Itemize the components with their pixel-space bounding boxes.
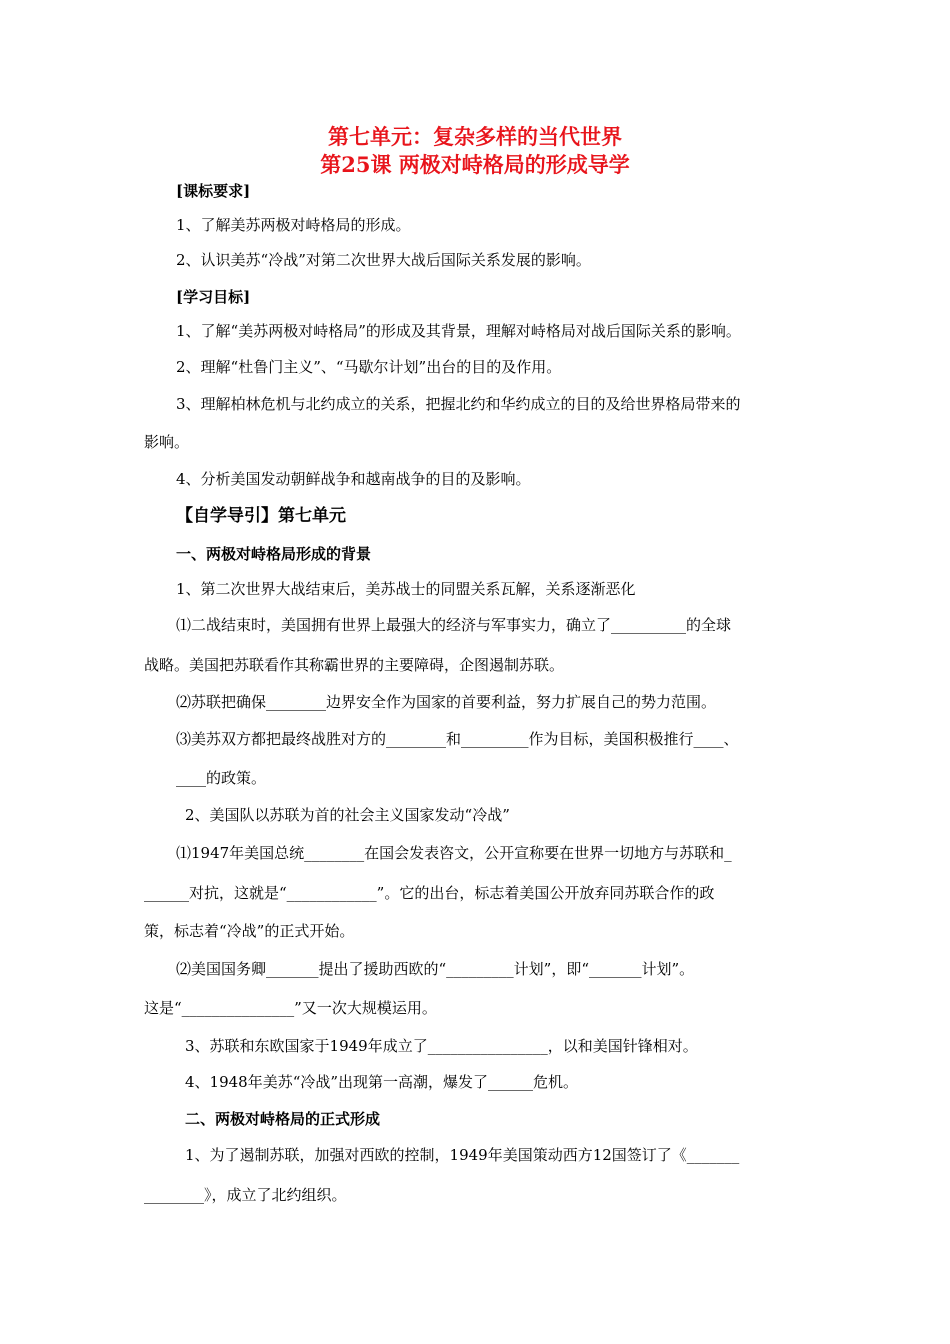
text-line: 4、1948年美苏“冷战”出现第一高潮，爆发了______危机。 [185, 1073, 579, 1091]
text-line: ⑵美国国务卿_______提出了援助西欧的“_________计划”，即“_______计划”。 [176, 960, 695, 978]
curriculum-heading: [课标要求] [176, 182, 251, 200]
text-line: 这是“_______________”又一次大规模运用。 [144, 999, 437, 1017]
objective-item: 1、了解“美苏两极对峙格局”的形成及其背景，理解对峙格局对战后国际关系的影响。 [176, 322, 741, 340]
guide-heading: 【自学导引】第七单元 [176, 506, 346, 526]
curriculum-item: 1、了解美苏两极对峙格局的形成。 [176, 216, 411, 234]
text-line: 1、第二次世界大战结束后，美苏战士的同盟关系瓦解，关系逐渐恶化 [176, 580, 636, 598]
text-line: ______对抗，这就是“____________”。它的出台，标志着美国公开放弃同苏联合作的政 [144, 884, 715, 902]
text-line: ⑵苏联把确保________边界安全作为国家的首要利益，努力扩展自己的势力范围。 [176, 693, 717, 711]
section-heading: 二、两极对峙格局的正式形成 [185, 1110, 381, 1128]
text-line: 战略。美国把苏联看作其称霸世界的主要障碍，企图遏制苏联。 [144, 656, 565, 674]
objective-item-continuation: 影响。 [144, 433, 190, 451]
text-line: 1、为了遏制苏联，加强对西欧的控制，1949年美国策动西方12国签订了《_______ [185, 1146, 740, 1164]
text-line: ⑴1947年美国总统________在国会发表咨文，公开宣称要在世界一切地方与苏联和_ [176, 844, 732, 862]
text-line: 2、美国队以苏联为首的社会主义国家发动“冷战” [185, 806, 510, 824]
unit-title: 第七单元：复杂多样的当代世界 [328, 124, 622, 149]
lesson-title: 第25课 两极对峙格局的形成导学 [320, 152, 630, 177]
objective-item: 3、理解柏林危机与北约成立的关系，把握北约和华约成立的目的及给世界格局带来的 [176, 395, 741, 413]
curriculum-item: 2、认识美苏“冷战”对第二次世界大战后国际关系发展的影响。 [176, 251, 591, 269]
text-line: 策，标志着“冷战”的正式开始。 [144, 922, 355, 940]
section-heading: 一、两极对峙格局形成的背景 [176, 545, 372, 563]
text-line: ____的政策。 [176, 769, 267, 787]
objective-item: 2、理解“杜鲁门主义”、“马歇尔计划”出台的目的及作用。 [176, 358, 562, 376]
objectives-heading: [学习目标] [176, 288, 251, 306]
objective-item: 4、分析美国发动朝鲜战争和越南战争的目的及影响。 [176, 470, 531, 488]
text-line: ⑴二战结束时，美国拥有世界上最强大的经济与军事实力，确立了__________的全球 [176, 616, 732, 634]
text-line: ⑶美苏双方都把最终战胜对方的________和_________作为目标，美国积极推行____、 [176, 730, 739, 748]
text-line: 3、苏联和东欧国家于1949年成立了________________，以和美国针锋相对。 [185, 1037, 698, 1055]
text-line: ________》，成立了北约组织。 [144, 1186, 347, 1204]
